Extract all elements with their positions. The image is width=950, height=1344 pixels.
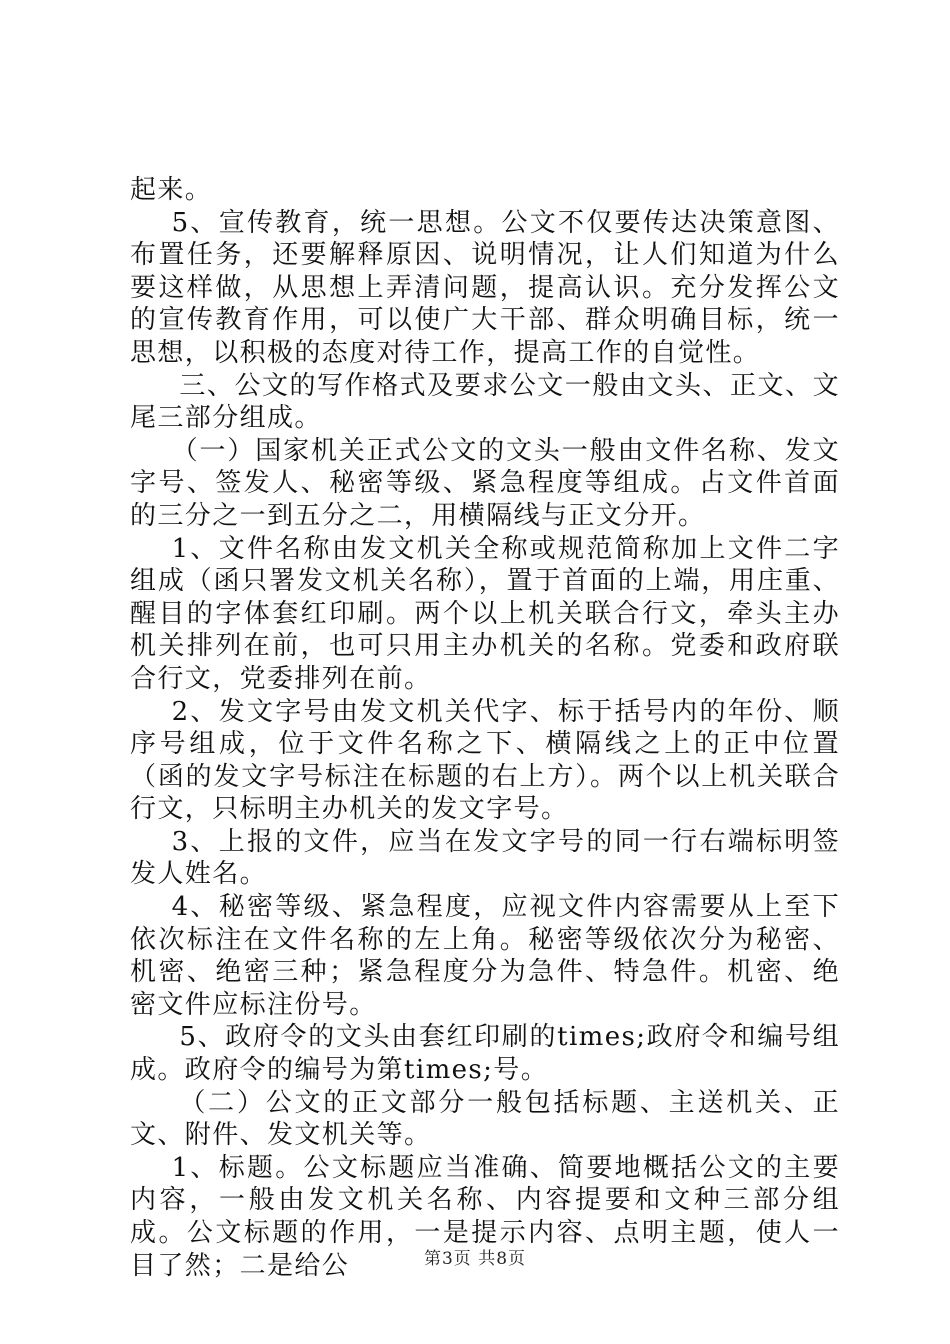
body-paragraph: （一）国家机关正式公文的文头一般由文件名称、发文字号、签发人、秘密等级、紧急程度等组成。占文件首面的三分之一到五分之二，用横隔线与正文分开。: [130, 435, 840, 531]
page-footer: 第3页 共8页: [423, 1249, 527, 1269]
body-paragraph: 4、秘密等级、紧急程度，应视文件内容需要从上至下依次标注在文件名称的左上角。秘密等级依次分为秘密、机密、绝密三种；紧急程度分为急件、特急件。机密、绝密文件应标注份号。: [130, 892, 840, 1020]
body-paragraph: 2、发文字号由发文机关代字、标于括号内的年份、顺序号组成，位于文件名称之下、横隔线之上的正中位置（函的发文字号标注在标题的右上方）。两个以上机关联合行文，只标明主办机关的发文字号。: [130, 696, 840, 825]
body-paragraph: 三、公文的写作格式及要求公文一般由文头、正文、文尾三部分组成。: [130, 370, 840, 434]
document-body: [130, 174, 840, 1282]
body-paragraph: 起来。: [130, 175, 213, 205]
body-paragraph: 1、标题。公文标题应当准确、简要地概括公文的主要内容，一般由发文机关名称、内容提要和文种三部分组成。公文标题的作用，一是提示内容、点明主题，使人一目了然；二是给公: [130, 1152, 840, 1281]
body-paragraph: 5、宣传教育，统一思想。公文不仅要传达决策意图、布置任务，还要解释原因、说明情况，让人们知道为什么要这样做，从思想上弄清问题，提高认识。充分发挥公文的宣传教育作用，可以使广大干部、群众明确目标，统一思想，以积极的态度对待工作，提高工作的自觉性。: [130, 207, 840, 368]
body-paragraph: 1、文件名称由发文机关全称或规范简称加上文件二字组成（函只署发文机关名称），置于首面的上端，用庄重、醒目的字体套红印刷。两个以上机关联合行文，牵头主办机关排列在前，也可只用主办机关的名称。党委和政府联合行文，党委排列在前。: [130, 533, 840, 694]
body-paragraph: （二）公文的正文部分一般包括标题、主送机关、正文、附件、发文机关等。: [130, 1087, 840, 1151]
body-paragraph: 5、政府令的文头由套红印刷的times;政府令和编号组成。政府令的编号为第times;号。: [130, 1022, 840, 1086]
body-paragraph: 3、上报的文件，应当在发文字号的同一行右端标明签发人姓名。: [130, 826, 840, 890]
